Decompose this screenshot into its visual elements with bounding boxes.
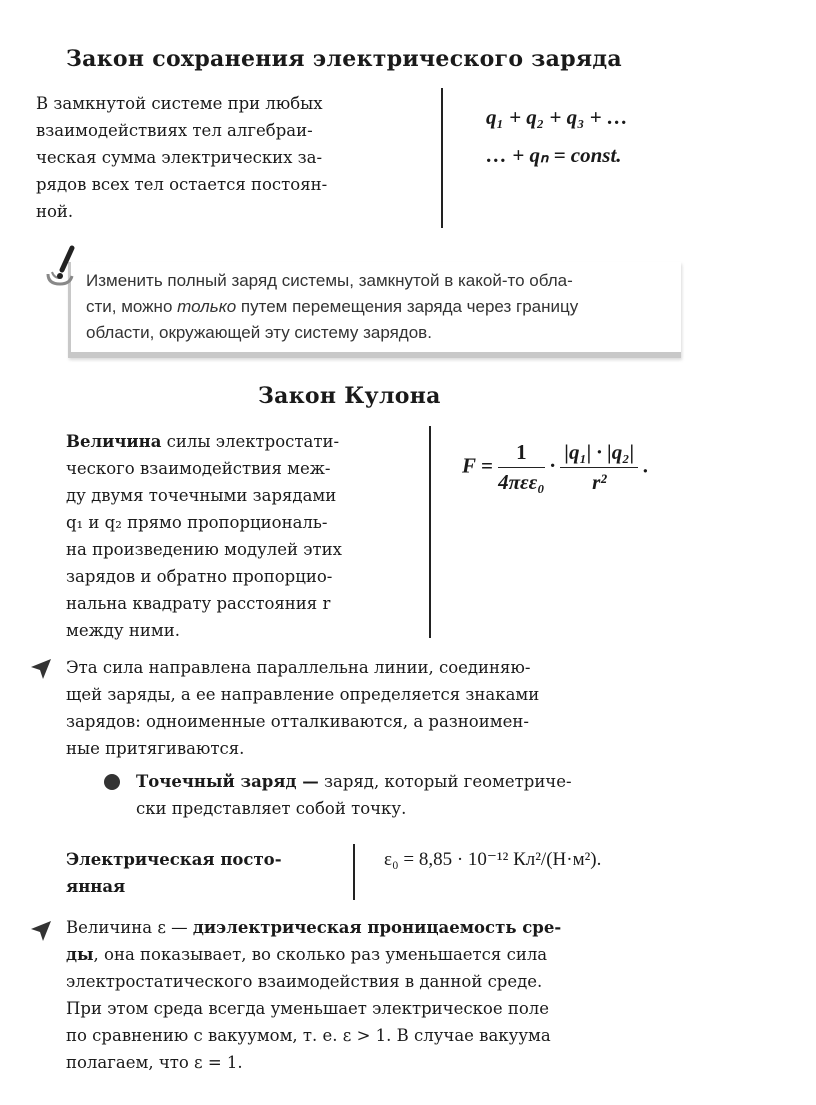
coulomb-formula	[462, 440, 649, 495]
text-fragment: , она показывает, во сколько раз уменьшается сила	[93, 945, 548, 964]
divider	[353, 844, 355, 900]
bold-term: Точечный заряд —	[136, 772, 319, 791]
text-line: на произведению модулей этих	[66, 540, 342, 559]
text-line: Эта сила направлена параллельна линии, соединяю-	[66, 658, 531, 677]
note-line: области, окружающей эту систему зарядов.	[86, 323, 432, 342]
text-fragment: заряд, который геометриче-	[318, 772, 572, 791]
formula-end: .	[643, 453, 649, 478]
fraction-charges	[560, 440, 638, 495]
divider	[429, 426, 431, 638]
text-line: зарядов и обратно пропорцио-	[66, 567, 333, 586]
note-line	[86, 294, 676, 320]
text-line: рядов всех тел остается постоян-	[36, 175, 328, 194]
fraction-denominator: 4πεε₀	[498, 470, 545, 494]
point-charge-text	[136, 768, 678, 822]
text-line: электростатического взаимодействия в данной среде.	[66, 972, 543, 991]
text-line	[66, 914, 678, 941]
text-line: ной.	[36, 202, 74, 221]
fraction-denominator: r²	[592, 470, 607, 494]
exclamation-pen-icon	[44, 244, 80, 288]
coulomb-text	[66, 428, 422, 644]
text-line: q₁ и q₂ прямо пропорциональ-	[66, 513, 328, 532]
constant-label	[66, 846, 346, 900]
note-line-end: путем перемещения заряда через границу	[236, 297, 579, 316]
bold-term: ды	[66, 945, 94, 964]
text-line: ческая сумма электрических за-	[36, 148, 323, 167]
text-line: ные притягиваются.	[66, 739, 245, 758]
text-line	[66, 428, 422, 455]
formula-line: q₁ + q₂ + q₃ + …	[486, 105, 628, 129]
note-emphasis: только	[177, 297, 237, 316]
text-fragment: Величина ε —	[66, 918, 193, 937]
text-line: В замкнутой системе при любых	[36, 94, 323, 113]
text-line	[66, 941, 678, 968]
divider	[441, 88, 443, 228]
section-title-charge-conservation: Закон сохранения электрического заряда	[66, 46, 622, 72]
text-line: зарядов: одноименные отталкиваются, а разноимен-	[66, 712, 529, 731]
note-text	[86, 268, 676, 346]
text-line: взаимодействиях тел алгебраи-	[36, 121, 313, 140]
charge-conservation-text	[36, 90, 416, 225]
note-line: Изменить полный заряд системы, замкнутой в какой-то обла-	[86, 271, 573, 290]
text-line: ски представляет собой точку.	[136, 799, 407, 818]
fraction-numerator: |q₁| · |q₂|	[560, 440, 638, 468]
conservation-formula	[486, 98, 628, 174]
text-line: полагаем, что ε = 1.	[66, 1053, 243, 1072]
text-line: щей заряды, а ее направление определяется знаками	[66, 685, 540, 704]
text-line: янная	[66, 877, 126, 896]
fraction-numerator: 1	[498, 440, 545, 468]
text-line: по сравнению с вакуумом, т. е. ε > 1. В случае вакуума	[66, 1026, 551, 1045]
text-line	[136, 768, 678, 795]
text-line: При этом среда всегда уменьшает электрическое поле	[66, 999, 550, 1018]
bold-term: Величина	[66, 432, 162, 451]
text-line: ческого взаимодействия меж-	[66, 459, 331, 478]
permittivity-text	[66, 914, 678, 1076]
text-line: нальна квадрату расстояния r	[66, 594, 331, 613]
formula-lhs: F =	[462, 453, 493, 478]
force-direction-text	[66, 654, 678, 762]
formula-line: … + qₙ = const.	[486, 143, 622, 167]
bold-term: диэлектрическая проницаемость сре-	[192, 918, 562, 937]
section-title-coulomb: Закон Кулона	[258, 383, 441, 409]
text-line: Электрическая посто-	[66, 850, 282, 869]
navigation-arrow-icon	[30, 920, 52, 942]
text-line: ду двумя точечными зарядами	[66, 486, 337, 505]
navigation-arrow-icon	[30, 658, 52, 680]
text-fragment: силы электростати-	[161, 432, 340, 451]
bullet-dot-icon	[104, 774, 120, 790]
note-line-start: сти, можно	[86, 297, 178, 316]
text-line: между ними.	[66, 621, 180, 640]
fraction-constant	[498, 440, 545, 495]
constant-value: ε₀ = 8,85 · 10⁻¹² Кл²/(Н·м²).	[384, 849, 602, 870]
formula-dot: ·	[549, 453, 556, 478]
